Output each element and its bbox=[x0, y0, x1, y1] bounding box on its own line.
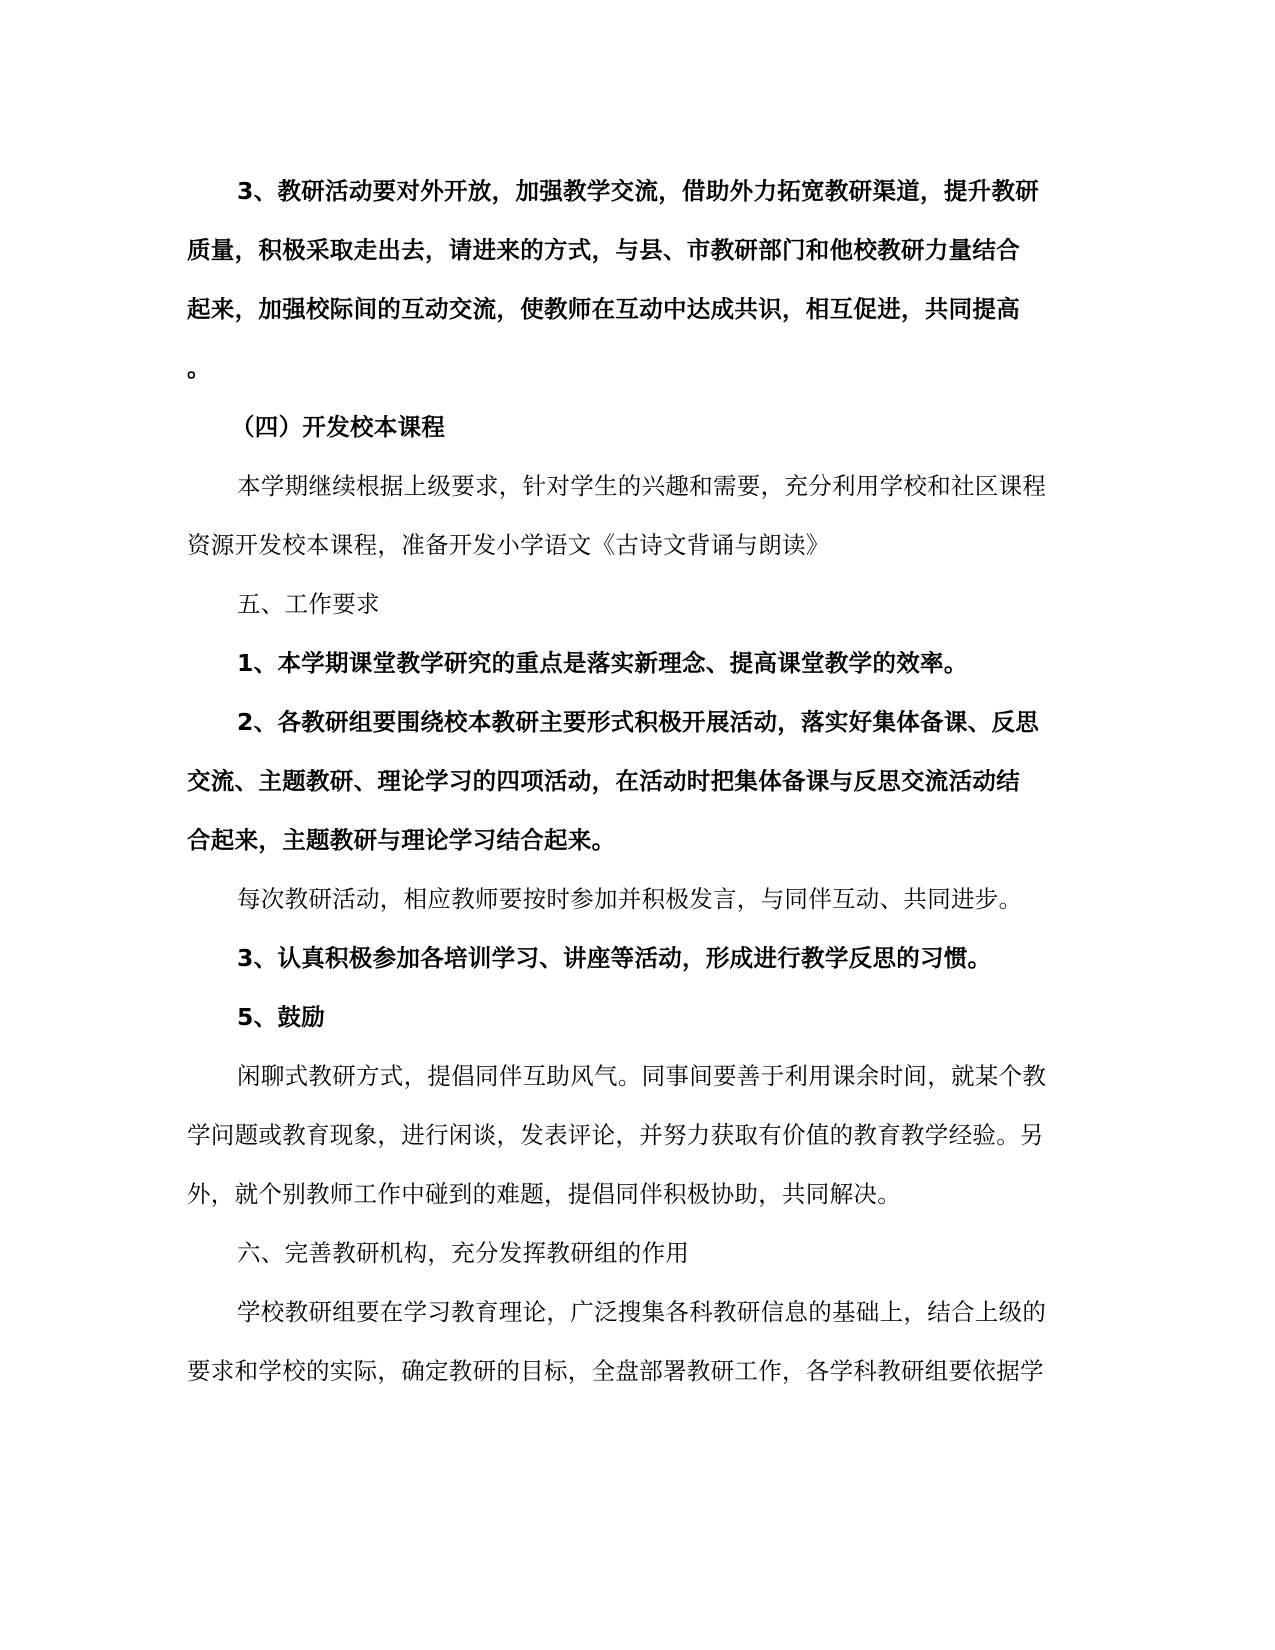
text-line: 5、鼓励 bbox=[237, 1003, 326, 1031]
text-line: 闲聊式教研方式，提倡同伴互助风气。同事间要善于利用课余时间，就某个教 bbox=[237, 1062, 1047, 1090]
text-line: 合起来，主题教研与理论学习结合起来。 bbox=[187, 826, 616, 854]
text-line: 起来，加强校际间的互动交流，使教师在互动中达成共识，相互促进，共同提高 bbox=[187, 295, 1020, 323]
paragraph-exchange bbox=[187, 162, 1087, 398]
text-line: 要求和学校的实际，确定教研的目标，全盘部署教研工作，各学科教研组要依据学 bbox=[187, 1357, 1044, 1385]
text-line: 外，就个别教师工作中碰到的难题，提倡同伴积极协助，共同解决。 bbox=[187, 1180, 901, 1208]
text-line: 1、本学期课堂教学研究的重点是落实新理念、提高课堂教学的效率。 bbox=[237, 649, 968, 677]
text-line: 。 bbox=[187, 354, 211, 382]
paragraph-research-group bbox=[187, 1283, 1087, 1401]
heading-text: 五、工作要求 bbox=[237, 590, 380, 618]
heading-text: 六、完善教研机构，充分发挥教研组的作用 bbox=[237, 1239, 690, 1267]
text-line: 本学期继续根据上级要求，针对学生的兴趣和需要，充分利用学校和社区课程 bbox=[237, 472, 1047, 500]
paragraph-requirement-5 bbox=[187, 988, 1087, 1047]
paragraph-requirement-1 bbox=[187, 634, 1087, 693]
text-line: 3、认真积极参加各培训学习、讲座等活动，形成进行教学反思的习惯。 bbox=[237, 944, 992, 972]
paragraph-each-activity bbox=[187, 870, 1087, 929]
heading-text: （四）开发校本课程 bbox=[231, 413, 446, 441]
text-line: 学校教研组要在学习教育理论，广泛搜集各科教研信息的基础上，结合上级的 bbox=[237, 1298, 1047, 1326]
section-heading-5 bbox=[187, 575, 1087, 634]
paragraph-requirement-2 bbox=[187, 693, 1087, 870]
text-line: 资源开发校本课程，准备开发小学语文《古诗文背诵与朗读》 bbox=[187, 531, 830, 559]
text-line: 3、教研活动要对外开放，加强教学交流，借助外力拓宽教研渠道，提升教研 bbox=[237, 177, 1040, 205]
paragraph-requirement-3 bbox=[187, 929, 1087, 988]
text-line: 每次教研活动，相应教师要按时参加并积极发言，与同伴互动、共同进步。 bbox=[237, 885, 1023, 913]
text-line: 交流、主题教研、理论学习的四项活动，在活动时把集体备课与反思交流活动结 bbox=[187, 767, 1020, 795]
text-line: 学问题或教育现象，进行闲谈，发表评论，并努力获取有价值的教育教学经验。另 bbox=[187, 1121, 1044, 1149]
section-heading-4 bbox=[187, 398, 1087, 457]
text-line: 2、各教研组要围绕校本教研主要形式积极开展活动，落实好集体备课、反思 bbox=[237, 708, 1040, 736]
text-line: 质量，积极采取走出去，请进来的方式，与县、市教研部门和他校教研力量结合 bbox=[187, 236, 1020, 264]
paragraph-casual-research bbox=[187, 1047, 1087, 1224]
section-heading-6 bbox=[187, 1224, 1087, 1283]
paragraph-curriculum bbox=[187, 457, 1087, 575]
